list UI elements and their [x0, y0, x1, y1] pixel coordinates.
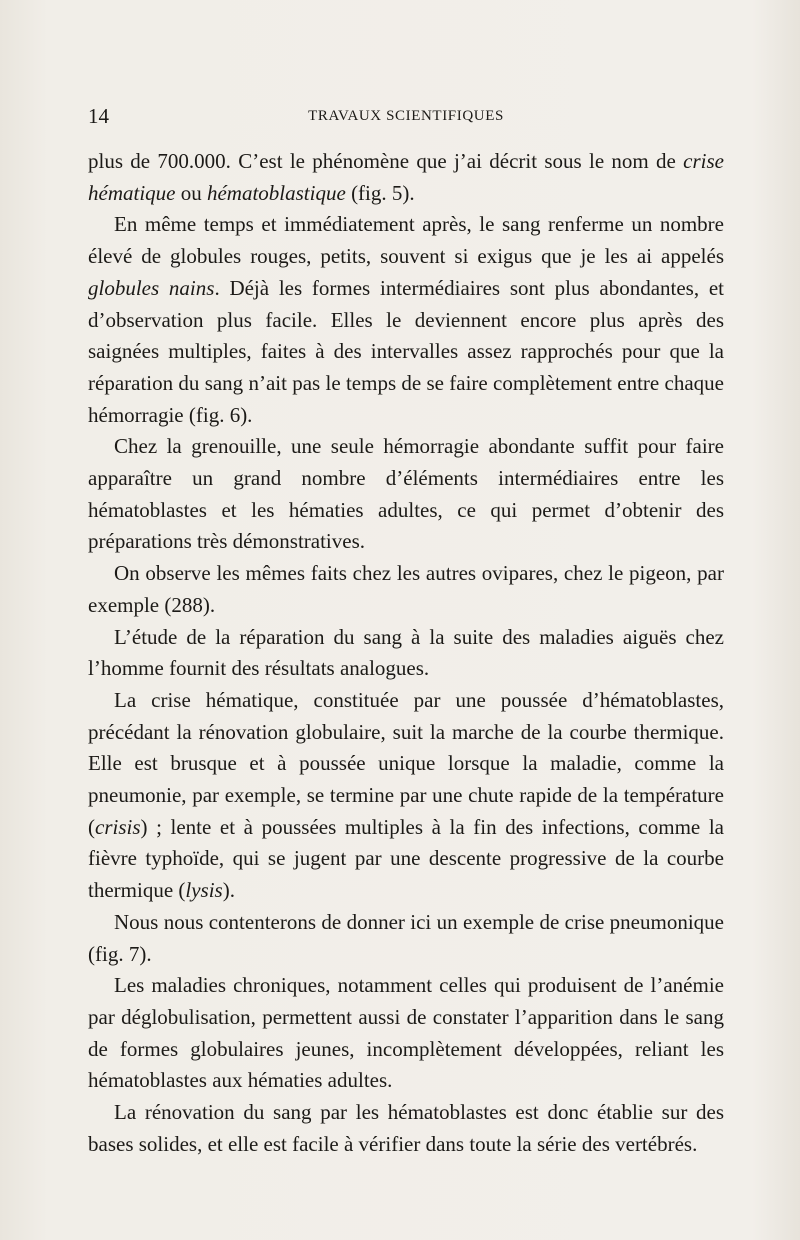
paragraph: [88, 970, 724, 1097]
italic-term: lysis: [185, 878, 223, 903]
text-run: (fig. 5).: [345, 180, 415, 205]
paragraph: [88, 146, 724, 209]
text-run: La rénovation du sang par les hématoblastes est donc établie sur des bases solides, et elle est facile à vérifier dans toute la série des vertébrés.: [88, 1100, 724, 1156]
page-number: 14: [88, 104, 109, 128]
paragraph: [88, 558, 724, 621]
paragraph: [88, 622, 724, 685]
page-header: [88, 104, 724, 134]
text-run: plus de 700.000. C’est le phénomène que j’ai décrit sous le nom de: [88, 149, 684, 173]
italic-term: crise hématique: [88, 149, 724, 205]
text-run: Les maladies chroniques, notamment celles qui produisent de l’anémie par déglobulisation, permettent aussi de constater l’apparition dans le sang de formes globulaires jeunes, incomplètement développées, reliant les hématoblastes aux hématies adultes.: [88, 973, 724, 1093]
paragraph: [88, 907, 724, 970]
italic-term: globules nains: [88, 275, 215, 300]
text-run: La crise hématique, constituée par une poussée d’hématoblastes, précédant la rénovation globulaire, suit la marche de la courbe thermique. Elle est brusque et à poussée unique lorsque la maladie, comme la pneumonie, par exemple, se termine par une chute rapide de la température (: [88, 687, 724, 839]
running-title: TRAVAUX SCIENTIFIQUES: [308, 108, 504, 124]
text-run: ) ; lente et à poussées multiples à la fin des infections, comme la fièvre typhoïde, qui se jugent par une descente progressive de la courbe thermique (: [88, 814, 724, 903]
text-run: . Déjà les formes intermédiaires sont plus abondantes, et d’observation plus facile. Elles le deviennent encore plus après des saignées multiples, faites à des intervalles assez rapprochés pour que la réparation du sang n’ait pas le temps de se faire complètement entre chaque hémorragie (fig. 6).: [88, 275, 725, 427]
text-run: On observe les mêmes faits chez les autres ovipares, chez le pigeon, par exemple (288).: [88, 561, 724, 617]
italic-term: crisis: [95, 814, 141, 839]
text-run: ).: [222, 878, 235, 903]
italic-term: hématoblastique: [206, 180, 346, 205]
paragraph: [88, 431, 724, 558]
text-run: Nous nous contenterons de donner ici un exemple de crise pneumonique (fig. 7).: [88, 909, 724, 966]
paragraph: [88, 1097, 724, 1160]
paragraph: [88, 209, 724, 431]
paragraph: [88, 685, 724, 907]
text-run: En même temps et immédiatement après, le sang renferme un nombre élevé de globules rouges, petits, souvent si exigus que je les ai appelés: [88, 212, 724, 269]
text-run: Chez la grenouille, une seule hémorragie abondante suffit pour faire apparaître un grand nombre d’éléments intermédiaires entre les hématoblastes et les hématies adultes, ce qui permet d’obtenir des préparations très démonstratives.: [88, 434, 724, 554]
text-run: L’étude de la réparation du sang à la suite des maladies aiguës chez l’homme fournit des résultats analogues.: [88, 624, 724, 681]
text-run: ou: [175, 180, 207, 205]
body-text: [88, 146, 724, 1161]
